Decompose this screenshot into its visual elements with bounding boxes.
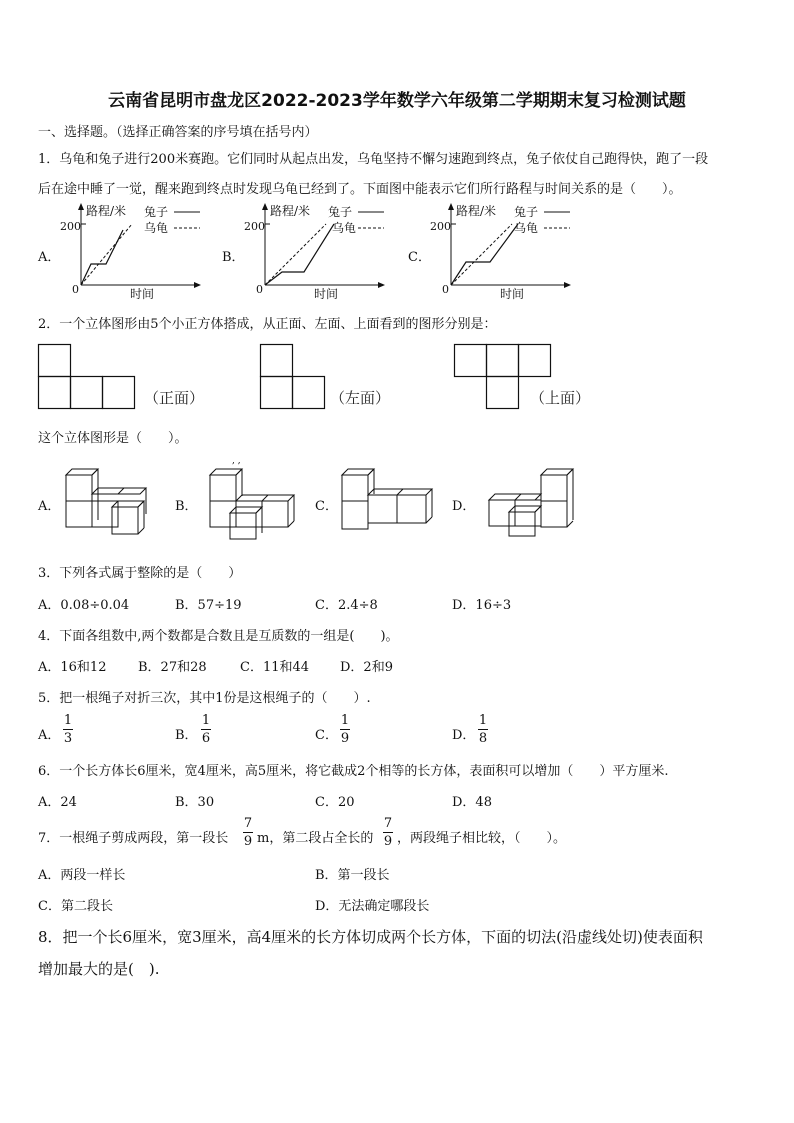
fraction-numerator: 1 <box>478 713 488 728</box>
graph-b-ytick: 200 <box>244 220 265 233</box>
q7-fraction-2 <box>383 816 393 849</box>
q7-fraction-1 <box>243 816 253 849</box>
q3-option-b[interactable]: B．57÷19 <box>175 598 242 613</box>
q2-front-view <box>38 344 143 412</box>
q2-option-d-label[interactable]: D． <box>452 499 476 514</box>
q3-option-c[interactable]: C．2.4÷8 <box>315 598 378 613</box>
graph-a-legend-turtle: 乌龟 <box>144 221 169 235</box>
q4-option-b[interactable]: B．27和28 <box>138 660 207 675</box>
q4-option-d[interactable]: D．2和9 <box>340 660 393 675</box>
q5-option-d-label[interactable]: D． <box>452 728 476 743</box>
q7-stem-part1: 7．一根绳子剪成两段，第一段长 <box>38 831 229 846</box>
q2-figure-d <box>487 466 577 538</box>
graph-a-ylabel: 路程/米 <box>86 204 127 218</box>
q2-top-view-label: （上面） <box>530 389 591 407</box>
fraction-denominator: 6 <box>201 731 211 746</box>
graph-a-origin: 0 <box>72 283 79 296</box>
q1-option-a-label[interactable]: A． <box>38 250 61 265</box>
fraction-denominator: 8 <box>478 731 488 746</box>
svg-text:, ,: , , <box>232 456 241 466</box>
q2-option-b-label[interactable]: B． <box>175 499 198 514</box>
q7-option-b[interactable]: B．第一段长 <box>315 868 390 883</box>
q1-stem-line2: 后在途中睡了一觉，醒来跑到终点时发现乌龟已经到了。下面图中能表示它们所行路程与时间关系的是（ ）。 <box>38 182 682 197</box>
q5-option-d-fraction <box>478 713 488 746</box>
graph-a-ytick: 200 <box>60 220 81 233</box>
q5-option-a-fraction <box>63 713 73 746</box>
q1-option-b-label[interactable]: B． <box>222 250 245 265</box>
fraction-denominator: 9 <box>243 834 253 849</box>
q1-stem-line1: 1．乌龟和兔子进行200米赛跑。它们同时从起点出发，乌龟坚持不懈匀速跑到终点，兔子依仗自己跑得快，跑了一段 <box>38 152 709 167</box>
q6-option-d[interactable]: D．48 <box>452 795 492 810</box>
q2-option-c-label[interactable]: C． <box>315 499 338 514</box>
q2-figure-c <box>340 466 435 538</box>
q4-option-c[interactable]: C．11和44 <box>240 660 310 675</box>
fraction-numerator: 7 <box>243 816 253 831</box>
q1-graph-b <box>242 200 412 300</box>
fraction-numerator: 7 <box>383 816 393 831</box>
graph-c-legend-rabbit: 兔子 <box>514 205 539 219</box>
q2-figure-b <box>206 458 301 540</box>
q5-option-c-label[interactable]: C． <box>315 728 338 743</box>
q2-stem: 2．一个立体图形由5个小正方体搭成，从正面、左面、上面看到的图形分别是： <box>38 317 497 332</box>
fraction-denominator: 3 <box>63 731 73 746</box>
page-title: 云南省昆明市盘龙区2022-2023学年数学六年级第二学期期末复习检测试题 <box>108 91 686 111</box>
q3-option-a[interactable]: A．0.08÷0.04 <box>38 598 130 613</box>
fraction-numerator: 1 <box>63 713 73 728</box>
graph-c-xlabel: 时间 <box>500 287 525 301</box>
q7-stem-part3: ，两段绳子相比较，（ ）。 <box>397 831 567 846</box>
q5-option-c-fraction <box>340 713 350 746</box>
q4-stem: 4．下面各组数中,两个数都是合数且是互质数的一组是( )。 <box>38 629 399 644</box>
q7-option-d[interactable]: D．无法确定哪段长 <box>315 899 430 914</box>
q2-ask: 这个立体图形是（ ）。 <box>38 431 188 446</box>
q1-graph-c <box>428 200 598 300</box>
q5-option-b-label[interactable]: B． <box>175 728 198 743</box>
fraction-denominator: 9 <box>340 731 350 746</box>
q8-stem-line1: 8．把一个长6厘米，宽3厘米，高4厘米的长方体切成两个长方体，下面的切法(沿虚线处切)使表面积 <box>38 928 703 946</box>
graph-b-legend-turtle: 乌龟 <box>332 221 357 235</box>
q5-option-b-fraction <box>201 713 211 746</box>
q6-option-b[interactable]: B．30 <box>175 795 215 810</box>
q2-option-a-label[interactable]: A． <box>38 499 61 514</box>
graph-c-ylabel: 路程/米 <box>456 204 497 218</box>
q7-option-a[interactable]: A．两段一样长 <box>38 868 126 883</box>
graph-b-ylabel: 路程/米 <box>270 204 311 218</box>
section-heading: 一、选择题。（选择正确答案的序号填在括号内） <box>38 125 318 140</box>
q8-stem-line2: 增加最大的是( ). <box>38 960 160 978</box>
graph-b-origin: 0 <box>256 283 263 296</box>
graph-b-xlabel: 时间 <box>314 287 339 301</box>
q6-option-a[interactable]: A．24 <box>38 795 77 810</box>
q2-front-view-label: （正面） <box>144 389 205 407</box>
q2-figure-a <box>64 466 154 538</box>
q3-stem: 3．下列各式属于整除的是（ ） <box>38 566 242 581</box>
q6-stem: 6．一个长方体长6厘米，宽4厘米，高5厘米，将它截成2个相等的长方体，表面积可以增加（ ）平方厘米. <box>38 764 669 779</box>
q3-option-d[interactable]: D．16÷3 <box>452 598 512 613</box>
q1-graph-a <box>58 200 228 300</box>
q2-left-view-label: （左面） <box>330 389 391 407</box>
q2-left-view <box>260 344 332 412</box>
fraction-numerator: 1 <box>201 713 211 728</box>
graph-a-xlabel: 时间 <box>130 287 155 301</box>
q7-stem-part2: m，第二段占全长的 <box>257 831 374 846</box>
q5-option-a-label[interactable]: A． <box>38 728 61 743</box>
q1-option-c-label[interactable]: C． <box>408 250 431 265</box>
q5-stem: 5．把一根绳子对折三次，其中1份是这根绳子的（ ）. <box>38 691 371 706</box>
graph-a-legend-rabbit: 兔子 <box>144 205 169 219</box>
graph-c-origin: 0 <box>442 283 449 296</box>
graph-b-legend-rabbit: 兔子 <box>328 205 353 219</box>
q4-option-a[interactable]: A．16和12 <box>38 660 107 675</box>
fraction-denominator: 9 <box>383 834 393 849</box>
q7-option-c[interactable]: C．第二段长 <box>38 899 113 914</box>
graph-c-ytick: 200 <box>430 220 451 233</box>
graph-c-legend-turtle: 乌龟 <box>514 221 539 235</box>
fraction-numerator: 1 <box>340 713 350 728</box>
q6-option-c[interactable]: C．20 <box>315 795 355 810</box>
